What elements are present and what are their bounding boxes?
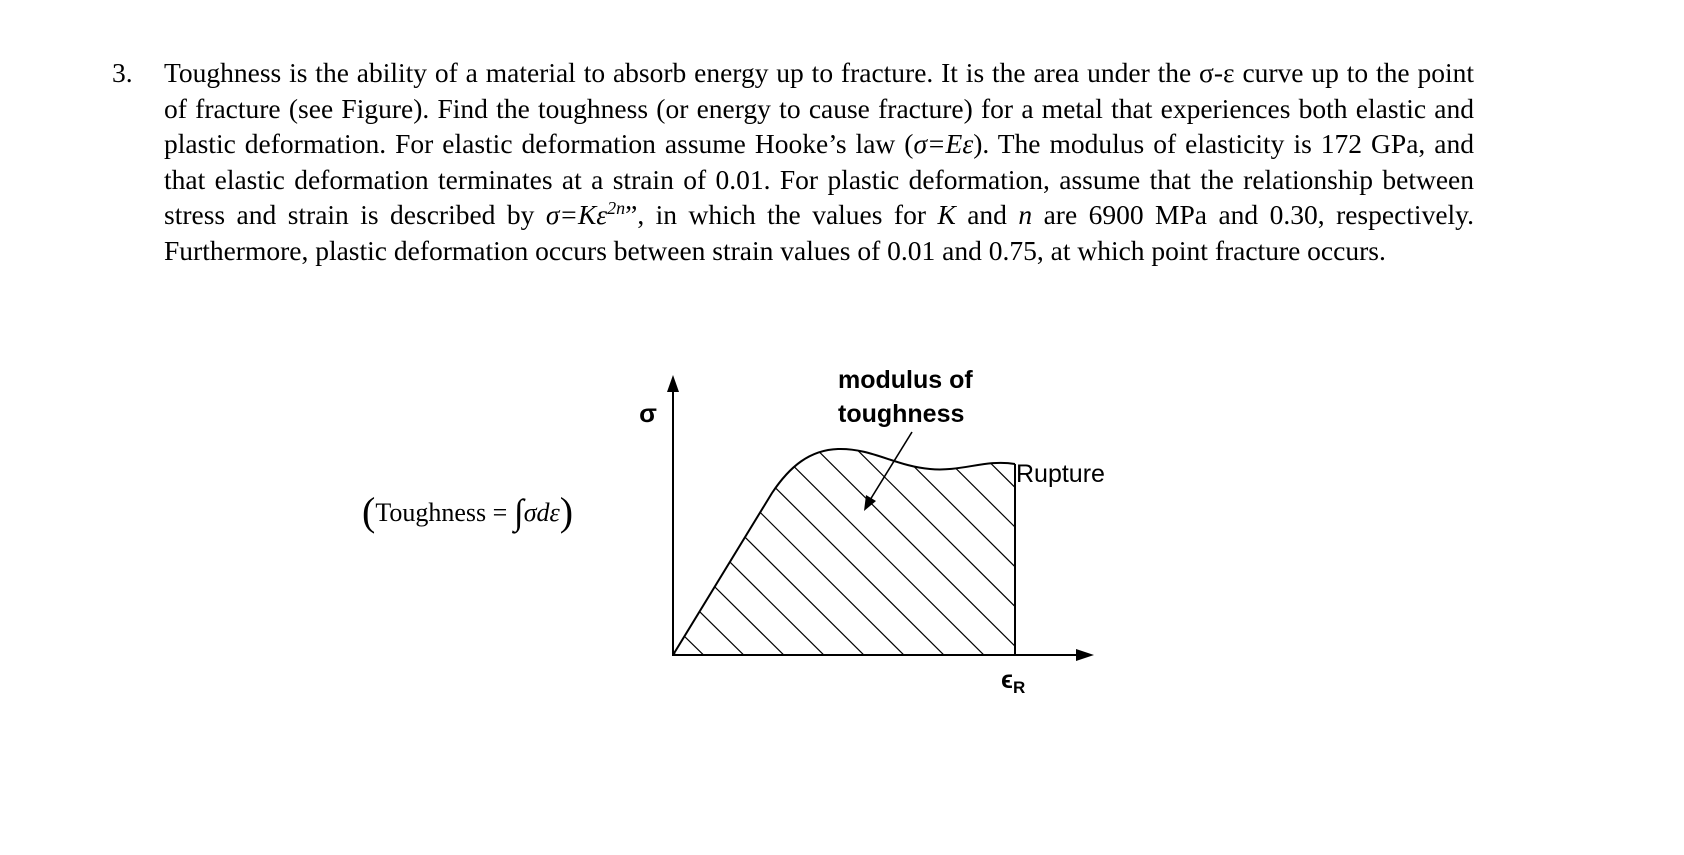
problem-text-part-3: ”, in which the values for	[625, 199, 938, 231]
problem-text-part-5: are 6900 MPa and 0.30, respectively. Furthermore, plastic deformation occurs between strain values of 0.01 and 0.75, at which point fracture occurs.	[164, 199, 1475, 266]
formula-label: Toughness =	[375, 498, 514, 527]
rupture-label: Rupture	[1016, 460, 1105, 488]
x-axis-arrowhead	[1076, 649, 1094, 661]
formula-close-paren: )	[559, 489, 574, 534]
annotation-arrowhead	[864, 495, 876, 511]
problem-text-part-2: ). The modulus of elasticity is 172 GPa, and that elastic deformation terminates at a strain of 0.01. For plastic deformation, assume that the relationship between stress and strain is described by	[164, 128, 1474, 231]
integral-sign: ∫	[513, 492, 524, 532]
x-axis-marker-subscript: R	[1012, 678, 1026, 697]
annotation-leader-line	[870, 432, 912, 500]
hooke-formula: σ=Eε	[913, 128, 974, 160]
formula-open-paren: (	[362, 489, 376, 534]
variable-k: K	[937, 199, 956, 231]
y-axis-label: σ	[639, 398, 657, 428]
power-law-base: σ=Kε	[545, 199, 608, 231]
stress-strain-curve	[673, 449, 1015, 655]
x-axis-marker	[1001, 666, 1025, 697]
problem-text-part-4: and	[955, 199, 1019, 231]
y-axis-arrowhead	[667, 375, 679, 392]
problem-number: 3.	[112, 57, 133, 88]
formula-integrand: σdε	[523, 498, 560, 527]
power-law-exponent: 2n	[607, 198, 626, 219]
variable-n: n	[1018, 199, 1033, 231]
annotation-label-line-2: toughness	[838, 400, 965, 428]
x-axis-marker-base: ϵ	[1001, 666, 1013, 694]
annotation-label-line-1: modulus of	[838, 366, 973, 394]
hatch-lines	[640, 403, 1241, 672]
problem-text-part-1: Toughness is the ability of a material to absorb energy up to fracture. It is the area under the σ-ε curve up to the point of fracture (see Figure). Find the toughness (or energy to cause fracture) for a metal that experiences both elastic and plastic deformation. For elastic deformation assume Hooke’s law (	[164, 57, 1474, 160]
